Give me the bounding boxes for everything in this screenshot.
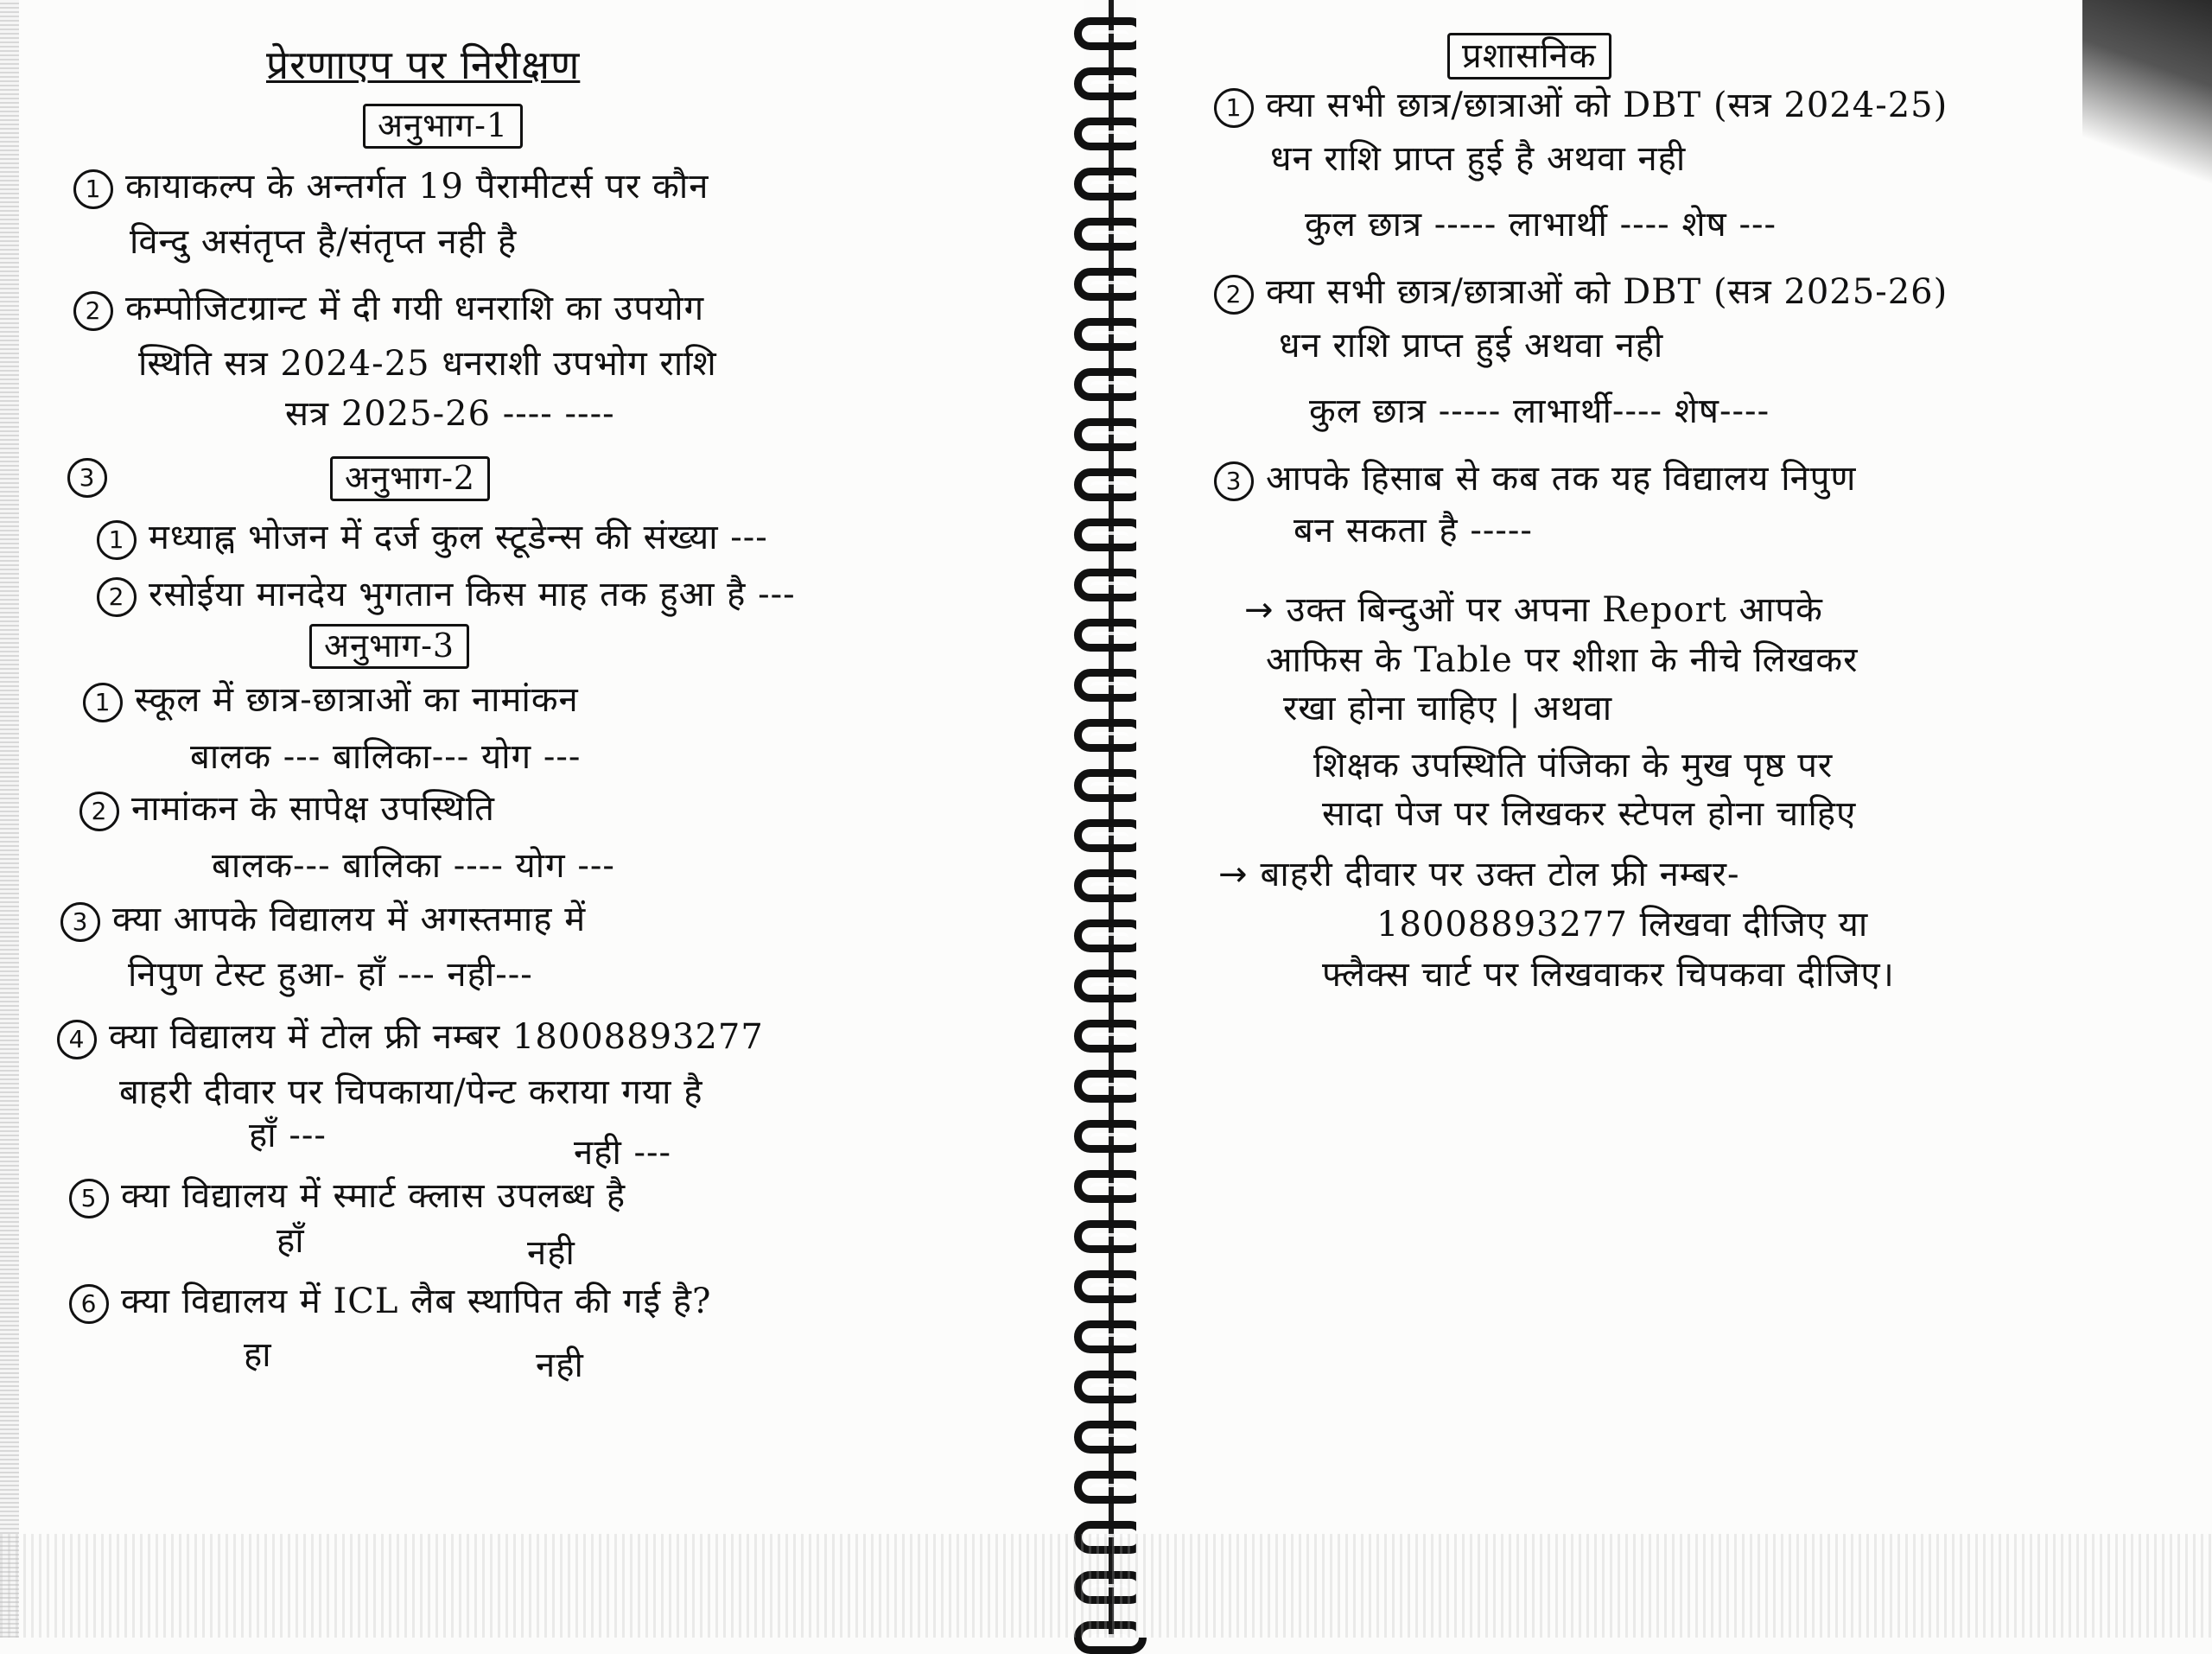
question-text: मध्याह्न भोजन में दर्ज कुल स्टूडेन्स की संख्या --- xyxy=(149,518,768,557)
question-number: 5 xyxy=(69,1179,109,1218)
section-3-question-4-continued: बाहरी दीवार पर चिपकाया/पेन्ट कराया गया है xyxy=(119,1072,703,1112)
question-text: कम्पोजिटग्रान्ट में दी गयी धनराशि का उपयोग xyxy=(125,289,705,328)
notebook-left-page xyxy=(0,0,1084,1638)
section-3-question-6-no: नही xyxy=(536,1345,584,1385)
question-text: क्या विद्यालय में स्मार्ट क्लास उपलब्ध है xyxy=(121,1176,626,1216)
question-number: 2 xyxy=(1214,275,1254,315)
instruction-2 xyxy=(1218,854,1740,895)
question-number: 1 xyxy=(73,169,113,209)
question-2 xyxy=(73,288,704,331)
section-heading-2: अनुभाग-2 xyxy=(330,456,490,501)
question-number: 3 xyxy=(60,902,100,942)
instruction-1-line-4: शिक्षक उपस्थिति पंजिका के मुख पृष्ठ पर xyxy=(1313,746,1834,786)
instruction-2-line-3: फ्लैक्स चार्ट पर लिखवाकर चिपकवा दीजिए। xyxy=(1322,955,1895,995)
question-text: रसोईया मानदेय भुगतान किस माह तक हुआ है --- xyxy=(149,575,796,614)
question-1-continued: विन्दु असंतृप्त है/संतृप्त नही है xyxy=(130,222,518,262)
section-3-question-2-answers: बालक--- बालिका ---- योग --- xyxy=(212,846,615,886)
question-number: 2 xyxy=(97,577,137,617)
instruction-1-line-3: रखा होना चाहिए | अथवा xyxy=(1283,689,1613,728)
admin-question-3-continued: बन सकता है ----- xyxy=(1294,511,1533,550)
section-3-question-1-answers: बालक --- बालिका--- योग --- xyxy=(190,737,582,777)
question-1 xyxy=(73,166,709,209)
question-text: क्या विद्यालय में टोल फ्री नम्बर 18008893277 xyxy=(109,1017,764,1057)
section-3-question-3-answers: निपुण टेस्ट हुआ- हाँ --- नही--- xyxy=(128,955,533,995)
question-text: स्कूल में छात्र-छात्राओं का नामांकन xyxy=(135,680,579,720)
admin-question-2 xyxy=(1214,271,1948,315)
section-2-question-2 xyxy=(97,574,796,617)
admin-question-1 xyxy=(1214,85,1948,128)
section-3-question-6-yes: हा xyxy=(244,1335,272,1375)
section-3-question-2 xyxy=(79,788,495,831)
question-number: 2 xyxy=(79,792,119,831)
notebook-right-page xyxy=(1136,0,2212,1638)
page-title: प्रेरणाएप पर निरीक्षण xyxy=(266,41,581,88)
admin-question-2-counts: कुल छात्र ----- लाभार्थी---- शेष---- xyxy=(1309,391,1770,431)
instruction-text: बाहरी दीवार पर उक्त टोल फ्री नम्बर- xyxy=(1260,855,1740,894)
section-3-question-3 xyxy=(60,899,586,942)
section-3-question-5 xyxy=(69,1175,626,1218)
paper-edge-texture xyxy=(0,0,19,1638)
question-text: आपके हिसाब से कब तक यह विद्यालय निपुण xyxy=(1266,459,1857,499)
section-2-question-1 xyxy=(97,517,768,560)
question-text: क्या आपके विद्यालय में अगस्तमाह में xyxy=(112,900,587,939)
section-3-question-1 xyxy=(83,679,579,722)
question-3 xyxy=(67,455,119,498)
question-text: नामांकन के सापेक्ष उपस्थिति xyxy=(131,789,495,829)
section-3-question-4-no: नही --- xyxy=(574,1133,672,1173)
admin-question-3 xyxy=(1214,458,1856,501)
admin-question-1-counts: कुल छात्र ----- लाभार्थी ---- शेष --- xyxy=(1305,205,1777,245)
section-3-question-4-yes: हाँ --- xyxy=(249,1116,327,1155)
question-number: 2 xyxy=(73,291,113,331)
section-3-question-5-yes: हाँ xyxy=(276,1221,305,1261)
section-3-question-4 xyxy=(57,1016,764,1059)
instruction-text: उक्त बिन्दुओं पर अपना Report आपके xyxy=(1286,590,1823,630)
question-number: 3 xyxy=(67,458,107,498)
question-2-session-2: सत्र 2025-26 ---- ---- xyxy=(285,394,615,434)
question-number: 1 xyxy=(83,683,123,722)
question-text: क्या सभी छात्र/छात्राओं को DBT (सत्र 2025-26) xyxy=(1266,272,1948,312)
arrow-right-icon: → xyxy=(1244,590,1274,630)
admin-question-2-continued: धन राशि प्राप्त हुई अथवा नही xyxy=(1279,326,1664,366)
instruction-2-line-2: 18008893277 लिखवा दीजिए या xyxy=(1376,905,1869,945)
question-number: 1 xyxy=(1214,88,1254,128)
section-3-question-5-no: नही xyxy=(527,1233,575,1273)
page-title-administrative: प्रशासनिक xyxy=(1447,33,1611,80)
section-heading-3: अनुभाग-3 xyxy=(309,624,469,669)
page-corner-shadow xyxy=(2082,0,2212,199)
instruction-1-line-5: सादा पेज पर लिखकर स्टेपल होना चाहिए xyxy=(1322,794,1857,834)
question-number: 3 xyxy=(1214,461,1254,501)
paper-grain xyxy=(0,1534,2212,1638)
question-text: कायाकल्प के अन्तर्गत 19 पैरामीटर्स पर कौन xyxy=(125,167,709,207)
section-3-question-6 xyxy=(69,1281,712,1324)
admin-question-1-continued: धन राशि प्राप्त हुई है अथवा नही xyxy=(1270,139,1687,179)
question-text: क्या सभी छात्र/छात्राओं को DBT (सत्र 2024-25) xyxy=(1266,86,1948,125)
spiral-binding xyxy=(1084,0,1136,1638)
section-heading-1: अनुभाग-1 xyxy=(363,104,523,149)
question-2-session-1: स्थिति सत्र 2024-25 धनराशी उपभोग राशि xyxy=(138,344,717,384)
instruction-1 xyxy=(1244,589,1823,631)
question-number: 4 xyxy=(57,1020,97,1059)
question-text: क्या विद्यालय में ICL लैब स्थापित की गई है? xyxy=(121,1282,712,1321)
question-number: 1 xyxy=(97,520,137,560)
instruction-1-line-2: आफिस के Table पर शीशा के नीचे लिखकर xyxy=(1266,640,1859,680)
question-number: 6 xyxy=(69,1284,109,1324)
arrow-right-icon: → xyxy=(1218,855,1249,894)
